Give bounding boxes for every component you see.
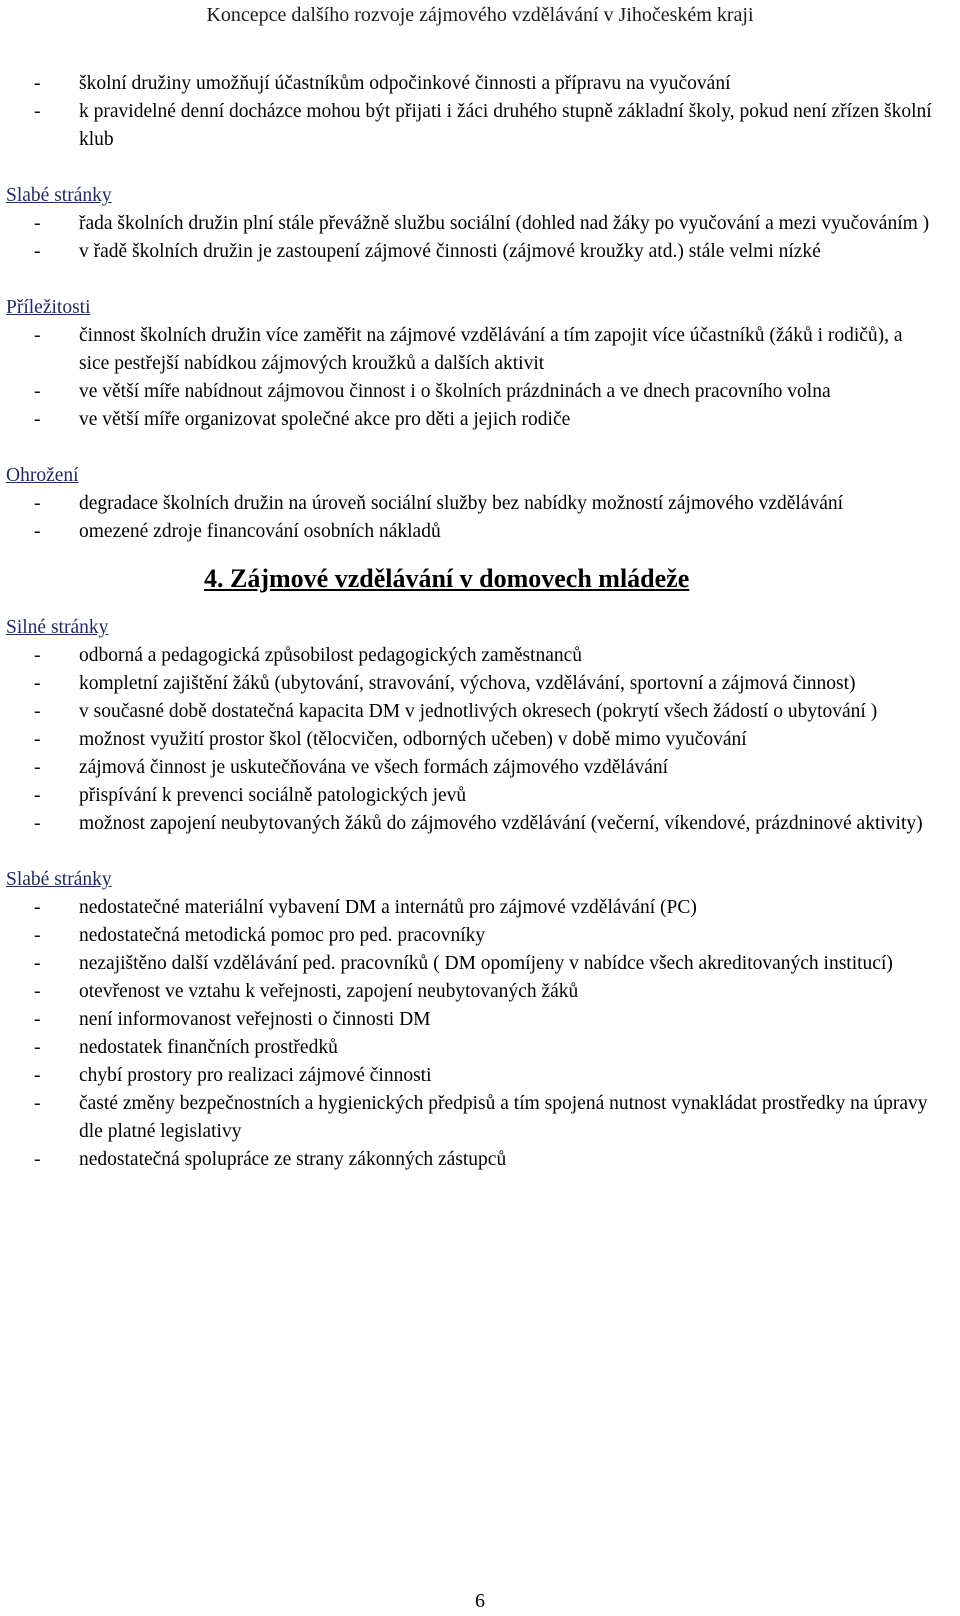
list-item: - chybí prostory pro realizaci zájmové činnosti [6,1062,934,1090]
list-item: - přispívání k prevenci sociálně patologických jevů [6,782,934,810]
list-item: - činnost školních družin více zaměřit na zájmové vzdělávání a tím zapojit více účastníků (žáků i rodičů), a sice pestřejší nabídkou zájmových kroužků a dalších aktivit [6,322,934,378]
list-item: - zájmová činnost je uskutečňována ve všech formách zájmového vzdělávání [6,754,934,782]
list-item: - ve větší míře organizovat společné akce pro děti a jejich rodiče [6,406,934,434]
list-item: - časté změny bezpečnostních a hygienických předpisů a tím spojená nutnost vynakládat prostředky na úpravy dle platné legislativy [6,1090,934,1146]
threats-list [6,490,934,546]
list-item: - možnost využití prostor škol (tělocvičen, odborných učeben) v době mimo vyučování [6,726,934,754]
list-item: - nezajištěno další vzdělávání ped. pracovníků ( DM opomíjeny v nabídce všech akreditovaných institucí) [6,950,934,978]
list-item: - nedostatečná spolupráce ze strany zákonných zástupců [6,1146,934,1174]
opportunities-list [6,322,934,434]
list-item: - nedostatek finančních prostředků [6,1034,934,1062]
list-item: - kompletní zajištění žáků (ubytování, stravování, výchova, vzdělávání, sportovní a zájmová činnost) [6,670,934,698]
list-item: - v řadě školních družin je zastoupení zájmové činnosti (zájmové kroužky atd.) stále velmi nízké [6,238,934,266]
weak-points-label: Slabé stránky [6,869,112,890]
list-item: - otevřenost ve vztahu k veřejnosti, zapojení neubytovaných žáků [6,978,934,1006]
page-header: Koncepce dalšího rozvoje zájmového vzdělávání v Jihočeském kraji [206,4,754,26]
strengths-label: Silné stránky [6,617,109,638]
page-number: 6 [475,1590,485,1612]
intro-list [6,70,934,154]
threats-label: Ohrožení [6,465,79,486]
list-item: - omezené zdroje financování osobních nákladů [6,518,934,546]
list-item: - degradace školních družin na úroveň sociální služby bez nabídky možností zájmového vzdělávání [6,490,934,518]
list-item: - není informovanost veřejnosti o činnosti DM [6,1006,934,1034]
list-item: - nedostatečná metodická pomoc pro ped. pracovníky [6,922,934,950]
section-heading: 4. Zájmové vzdělávání v domovech mládeže [204,564,690,593]
list-item: - ve větší míře nabídnout zájmovou činnost i o školních prázdninách a ve dnech pracovního volna [6,378,934,406]
document-body [6,70,934,1174]
list-item: - v současné době dostatečná kapacita DM v jednotlivých okresech (pokrytí všech žádostí o ubytování ) [6,698,934,726]
list-item: - řada školních družin plní stále převážně službu sociální (dohled nad žáky po vyučování a mezi vyučováním ) [6,210,934,238]
strengths-list [6,642,934,838]
list-item: - odborná a pedagogická způsobilost pedagogických zaměstnanců [6,642,934,670]
list-item: - školní družiny umožňují účastníkům odpočinkové činnosti a přípravu na vyučování [6,70,934,98]
weak-points-list [6,894,934,1174]
list-item: - možnost zapojení neubytovaných žáků do zájmového vzdělávání (večerní, víkendové, prázdninové aktivity) [6,810,934,838]
opportunities-label: Příležitosti [6,297,91,318]
weak-points-label: Slabé stránky [6,185,112,206]
weak-points-list [6,210,934,266]
list-item: - nedostatečné materiální vybavení DM a internátů pro zájmové vzdělávání (PC) [6,894,934,922]
list-item: - k pravidelné denní docházce mohou být přijati i žáci druhého stupně základní školy, pokud není zřízen školní klub [6,98,934,154]
